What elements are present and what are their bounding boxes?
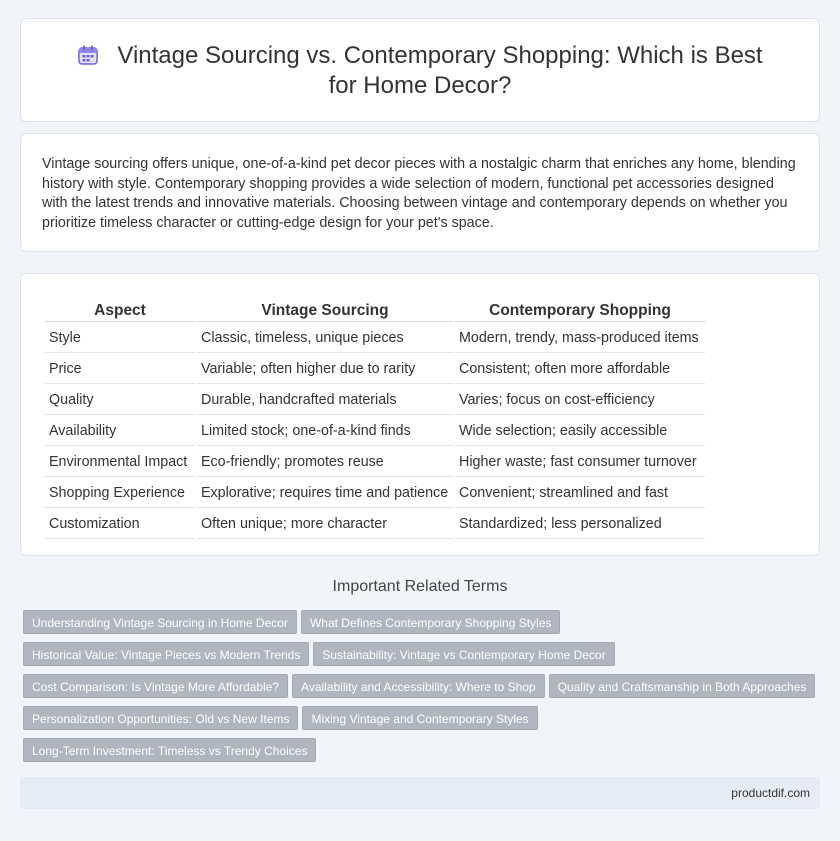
cell-aspect: Shopping Experience (45, 479, 195, 508)
cell-contemporary: Standardized; less personalized (455, 510, 705, 539)
related-term-link[interactable]: Understanding Vintage Sourcing in Home Decor (23, 610, 297, 634)
cell-vintage: Variable; often higher due to rarity (197, 355, 453, 384)
table-row (45, 417, 705, 446)
cell-contemporary: Varies; focus on cost-efficiency (455, 386, 705, 415)
related-term-link[interactable]: Sustainability: Vintage vs Contemporary Home Decor (313, 642, 614, 666)
table-header-row (45, 300, 705, 322)
header-aspect: Aspect (45, 300, 195, 322)
cell-aspect: Customization (45, 510, 195, 539)
tag-row (23, 674, 823, 706)
cell-vintage: Eco-friendly; promotes reuse (197, 448, 453, 477)
cell-vintage: Often unique; more character (197, 510, 453, 539)
tag-row (23, 706, 823, 738)
cell-vintage: Limited stock; one-of-a-kind finds (197, 417, 453, 446)
related-term-link[interactable]: Cost Comparison: Is Vintage More Affordable? (23, 674, 288, 698)
calendar-icon (77, 44, 99, 66)
cell-contemporary: Wide selection; easily accessible (455, 417, 705, 446)
page-title-container (21, 41, 819, 101)
cell-vintage: Explorative; requires time and patience (197, 479, 453, 508)
cell-vintage: Durable, handcrafted materials (197, 386, 453, 415)
related-term-link[interactable]: Quality and Craftsmanship in Both Approaches (549, 674, 816, 698)
cell-contemporary: Modern, trendy, mass-produced items (455, 324, 705, 353)
cell-aspect: Environmental Impact (45, 448, 195, 477)
related-term-link[interactable]: Long-Term Investment: Timeless vs Trendy Choices (23, 738, 316, 762)
table-row (45, 448, 705, 477)
intro-text: Vintage sourcing offers unique, one-of-a-kind pet decor pieces with a nostalgic charm that enriches any home, blending history with style. Contemporary shopping provides a wide selection of modern, functional pet accessories designed with the latest trends and innovative materials. Choosing between vintage and contemporary depends on whether you prioritize timeless character or cutting-edge design for your pet's space. (42, 156, 796, 231)
table-row (45, 324, 705, 353)
cell-contemporary: Higher waste; fast consumer turnover (455, 448, 705, 477)
related-term-link[interactable]: Availability and Accessibility: Where to Shop (292, 674, 545, 698)
footer-bar (20, 777, 820, 809)
cell-contemporary: Convenient; streamlined and fast (455, 479, 705, 508)
cell-aspect: Price (45, 355, 195, 384)
tag-row (23, 642, 823, 674)
footer-site-link[interactable]: productdif.com (731, 786, 810, 800)
table-row (45, 479, 705, 508)
header-vintage: Vintage Sourcing (197, 300, 453, 322)
comparison-card (20, 273, 820, 556)
table-row (45, 386, 705, 415)
intro-card (20, 133, 820, 252)
comparison-table (43, 298, 707, 541)
table-row (45, 510, 705, 539)
tag-row (23, 738, 823, 770)
header-contemporary: Contemporary Shopping (455, 300, 705, 322)
cell-aspect: Availability (45, 417, 195, 446)
related-term-link[interactable]: What Defines Contemporary Shopping Styles (301, 610, 560, 634)
header-card (20, 18, 820, 122)
related-term-link[interactable]: Personalization Opportunities: Old vs New Items (23, 706, 298, 730)
related-term-link[interactable]: Historical Value: Vintage Pieces vs Modern Trends (23, 642, 309, 666)
related-terms-title: Important Related Terms (332, 578, 508, 595)
related-terms-list (23, 610, 823, 770)
cell-vintage: Classic, timeless, unique pieces (197, 324, 453, 353)
table-row (45, 355, 705, 384)
tag-row (23, 610, 823, 642)
cell-aspect: Quality (45, 386, 195, 415)
cell-aspect: Style (45, 324, 195, 353)
related-term-link[interactable]: Mixing Vintage and Contemporary Styles (302, 706, 537, 730)
page-title: Vintage Sourcing vs. Contemporary Shopping: Which is Best for Home Decor? (117, 42, 763, 99)
cell-contemporary: Consistent; often more affordable (455, 355, 705, 384)
